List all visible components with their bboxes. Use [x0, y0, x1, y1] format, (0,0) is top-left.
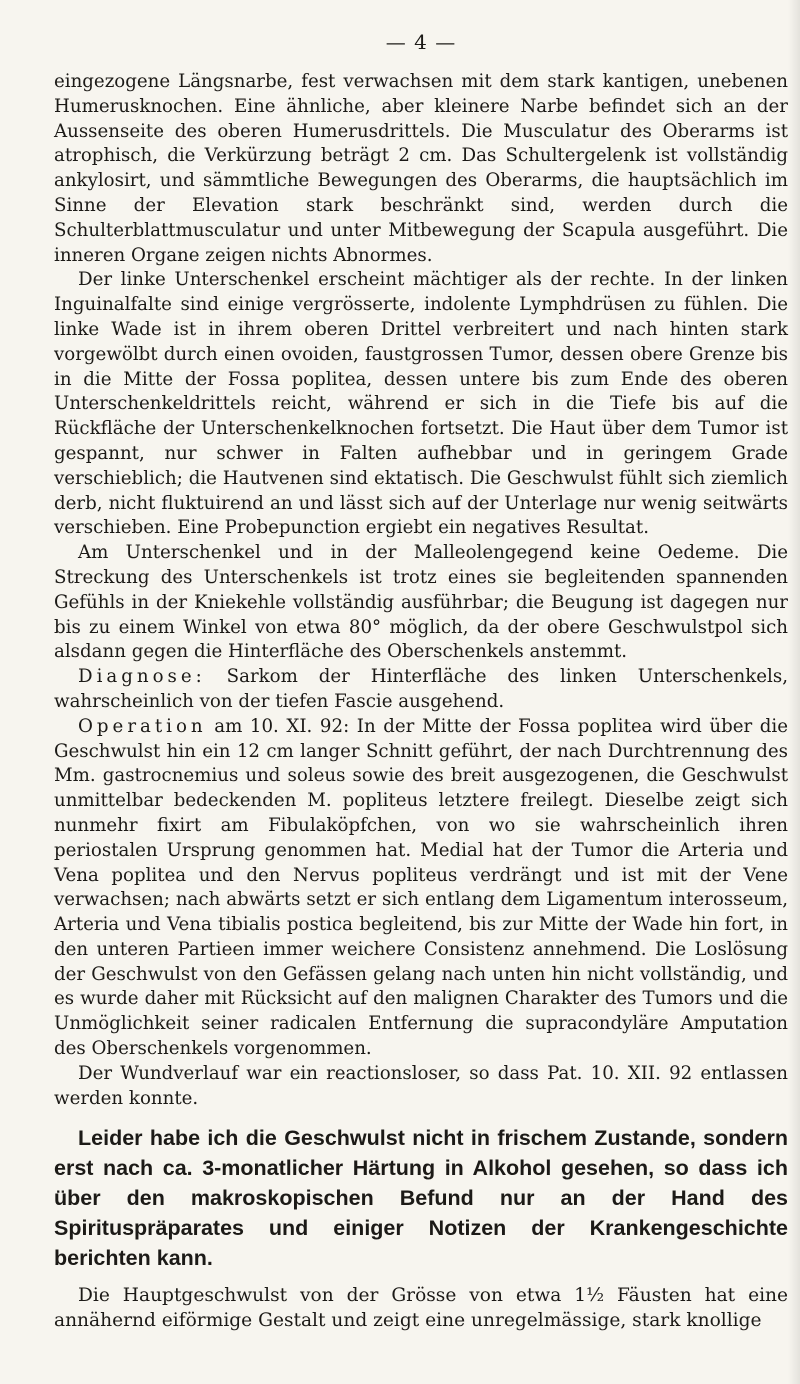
operation-label: Operation: [78, 715, 207, 737]
paragraph-operation: [54, 715, 788, 1062]
paragraph-tumor-findings: Der linke Unterschenkel erscheint mächtiger als der rechte. In der linken Inguinalfalte sind einige vergrösserte, indolente Lymphdrüsen zu fühlen. Die linke Wade ist in ihrem oberen Drittel verbreitert und nach hinten stark vorgewölbt durch einen ovoiden, faustgrossen Tumor, dessen obere Grenze bis in die Mitte der Fossa poplitea, dessen untere bis zum Ende des oberen Unterschenkeldrittels reicht, während er sich in die Tiefe bis auf die Rückfläche der Unterschenkelknochen fortsetzt. Die Haut über dem Tumor ist gespannt, nur schwer in Falten aufhebbar und in geringem Grade verschieblich; die Hautvenen sind ektatisch. Die Geschwulst fühlt sich ziemlich derb, nicht fluktuirend an und lässt sich auf der Unterlage nur wenig seitwärts verschieben. Eine Probepunction ergiebt ein negatives Resultat.: [54, 269, 788, 539]
remark-section: [54, 1123, 788, 1273]
paragraph-mobility: Am Unterschenkel und in der Malleolengegend keine Oedeme. Die Streckung des Unterschenkels ist trotz eines sie begleitenden spannenden Gefühls in der Kniekehle vollständig ausführbar; die Beugung ist dagegen nur bis zu einem Winkel von etwa 80° möglich, da der obere Geschwulstpol sich alsdann gegen die Hinterfläche des Oberschenkels anstemmt.: [54, 542, 788, 663]
diagnosis-text: Sarkom der Hinterfläche des linken Unterschenkels, wahrscheinlich von der tiefen Fascie ausgehend.: [54, 666, 788, 712]
page-edge-shadow: [788, 0, 800, 1384]
paragraph-diagnosis: [54, 665, 788, 715]
paragraph-main-tumor: Die Hauptgeschwulst von der Grösse von etwa 1½ Fäusten hat eine annähernd eiförmige Gestalt und zeigt eine unregelmässige, stark knollige: [54, 1285, 788, 1332]
operation-text: am 10. XI. 92: In der Mitte der Fossa poplitea wird über die Geschwulst hin ein 12 cm langer Schnitt geführt, der nach Durchtrennung des Mm. gastrocnemius und soleus sowie des breit ausgezogenen, die Geschwulst unmittelbar bedeckenden M. popliteus letztere freilegt. Dieselbe zeigt sich nunmehr fixirt am Fibulaköpfchen, von wo sie wahrscheinlich ihren periostalen Ursprung genommen hat. Medial hat der Tumor die Arteria und Vena poplitea und den Nervus popliteus verdrängt und ist mit der Vene verwachsen; nach abwärts setzt er sich entlang dem Ligamentum interosseum, Arteria und Vena tibialis postica begleitend, bis zur Mitte der Wade hin fort, in den unteren Partieen immer weichere Consistenz annehmend. Die Loslösung der Geschwulst von den Gefässen gelang nach unten hin nicht vollständig, und es wurde daher mit Rücksicht auf den malignen Charakter des Tumors und die Unmöglichkeit seiner radicalen Entfernung die supracondyläre Amputation des Oberschenkels vorgenommen.: [54, 715, 788, 1060]
description-section: [54, 1283, 788, 1333]
paragraph-remark: Leider habe ich die Geschwulst nicht in frischem Zustande, sondern erst nach ca. 3-monatlicher Härtung in Alkohol gesehen, so dass ich über den makroskopischen Befund nur an der Hand des Spirituspräparates und einiger Notizen der Krankengeschichte berichten kann.: [54, 1126, 788, 1271]
paragraph-course: Der Wundverlauf war ein reactionsloser, so dass Pat. 10. XII. 92 entlassen werden konnte.: [54, 1062, 788, 1109]
diagnosis-label: Diagnose:: [78, 666, 206, 688]
page-number-header: — 4 —: [385, 30, 457, 54]
paragraph-humerus: eingezogene Längsnarbe, fest verwachsen mit dem stark kantigen, unebenen Humerusknochen. Eine ähnliche, aber kleinere Narbe befindet sich an der Aussenseite des oberen Humerusdrittels. Die Musculatur des Oberarms ist atrophisch, die Verkürzung beträgt 2 cm. Das Schultergelenk ist vollständig ankylosirt, und sämmtliche Bewegungen des Oberarms, die hauptsächlich im Sinne der Elevation stark beschränkt sind, werden durch die Schulterblattmusculatur und unter Mitbewegung der Scapula ausgeführt. Die inneren Organe zeigen nichts Abnormes.: [54, 71, 788, 266]
document-page: [54, 30, 788, 1333]
case-report-text: [54, 70, 788, 1111]
